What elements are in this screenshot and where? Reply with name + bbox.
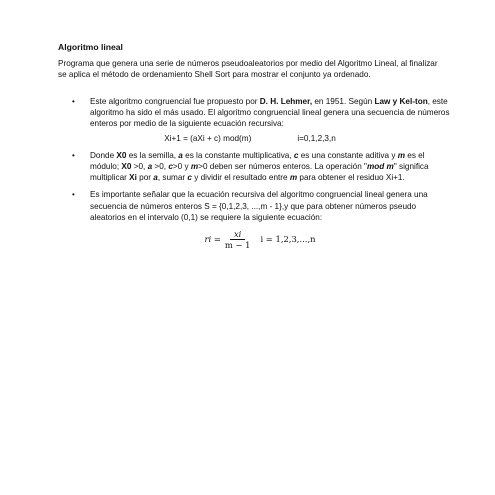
text-span: >0 deben ser números enteros. La operación " — [198, 162, 367, 172]
bold-term: X0 — [121, 162, 132, 172]
bold-term: c — [293, 150, 299, 160]
recursive-equation — [90, 133, 450, 144]
intro-paragraph: Programa que genera una serie de números pseudoaleatorios por medio del Algoritmo Lineal, al finalizar se aplica el método de ordenamiento Shell Sort para mostrar el conjunto ya ordenado. — [58, 59, 438, 80]
formula-numerator: xi — [230, 229, 245, 240]
text-span: " significa multiplicar — [90, 162, 429, 183]
list-item — [58, 96, 450, 144]
formula-lhs: ri = — [204, 234, 221, 245]
item3-text: Es importante señalar que la ecuación recursiva del algoritmo congruencial lineal genera una secuencia de números enteros S = {0,1,2,3, ...,m - 1},y que para obtener números pseudo aleatorios en el intervalo (0,1) se requiere la siguiente ecuación: — [90, 190, 428, 222]
bold-term: m — [289, 173, 298, 183]
equation-right: i=0,1,2,3,n — [297, 133, 336, 143]
bold-term: a — [147, 162, 153, 172]
author-name: D. H. Lehmer, — [259, 97, 313, 106]
text-span: >0 y — [172, 162, 191, 172]
list-item — [58, 150, 450, 190]
item1-text: Este algoritmo congruencial fue propuesto por — [90, 97, 260, 106]
bold-term: Xi — [129, 173, 137, 183]
bold-term: a — [153, 173, 158, 183]
bold-term: mod m — [366, 162, 394, 172]
text-span: >0, — [152, 162, 169, 172]
text-span: por — [136, 173, 154, 183]
section-title: Algoritmo lineal — [58, 42, 123, 52]
formula-fraction — [225, 229, 251, 251]
text-span: es el módulo; — [90, 150, 425, 172]
text-span: es la semilla, — [126, 150, 179, 160]
bold-term: m — [397, 150, 405, 160]
bold-term: c — [168, 162, 173, 172]
text-span: para obtener el residuo Xi+1. — [297, 173, 405, 183]
formula-range: i = 1,2,3,...,n — [260, 234, 316, 245]
formula-denominator: m − 1 — [224, 240, 251, 251]
normalization-formula — [90, 229, 450, 251]
text-span: es la constante multiplicativa, — [182, 150, 294, 160]
author-name: Law y Kel-ton — [374, 97, 428, 106]
item1-text: , este algoritmo ha sido el más usado. El algoritmo congruencial lineal genera una secuencia de números enteros por medio de la siguiente ecuación recursiva: — [90, 97, 450, 129]
text-span: , sumar — [157, 173, 188, 183]
text-span: es una constante aditiva y — [298, 150, 398, 160]
item1-text: en 1951. Según — [312, 97, 375, 106]
text-span: Donde — [90, 150, 117, 160]
text-span: >0, — [131, 162, 148, 172]
text-span: y dividir el resultado entre — [191, 173, 290, 183]
equation-left: Xi+1 = (aXi + c) mod(m) — [164, 133, 252, 143]
bold-term: a — [178, 150, 183, 160]
bold-term: c — [187, 173, 192, 183]
bold-term: m — [190, 162, 199, 172]
bold-term: X0 — [116, 150, 127, 160]
list-item — [58, 189, 450, 251]
bullet-list — [58, 96, 450, 251]
